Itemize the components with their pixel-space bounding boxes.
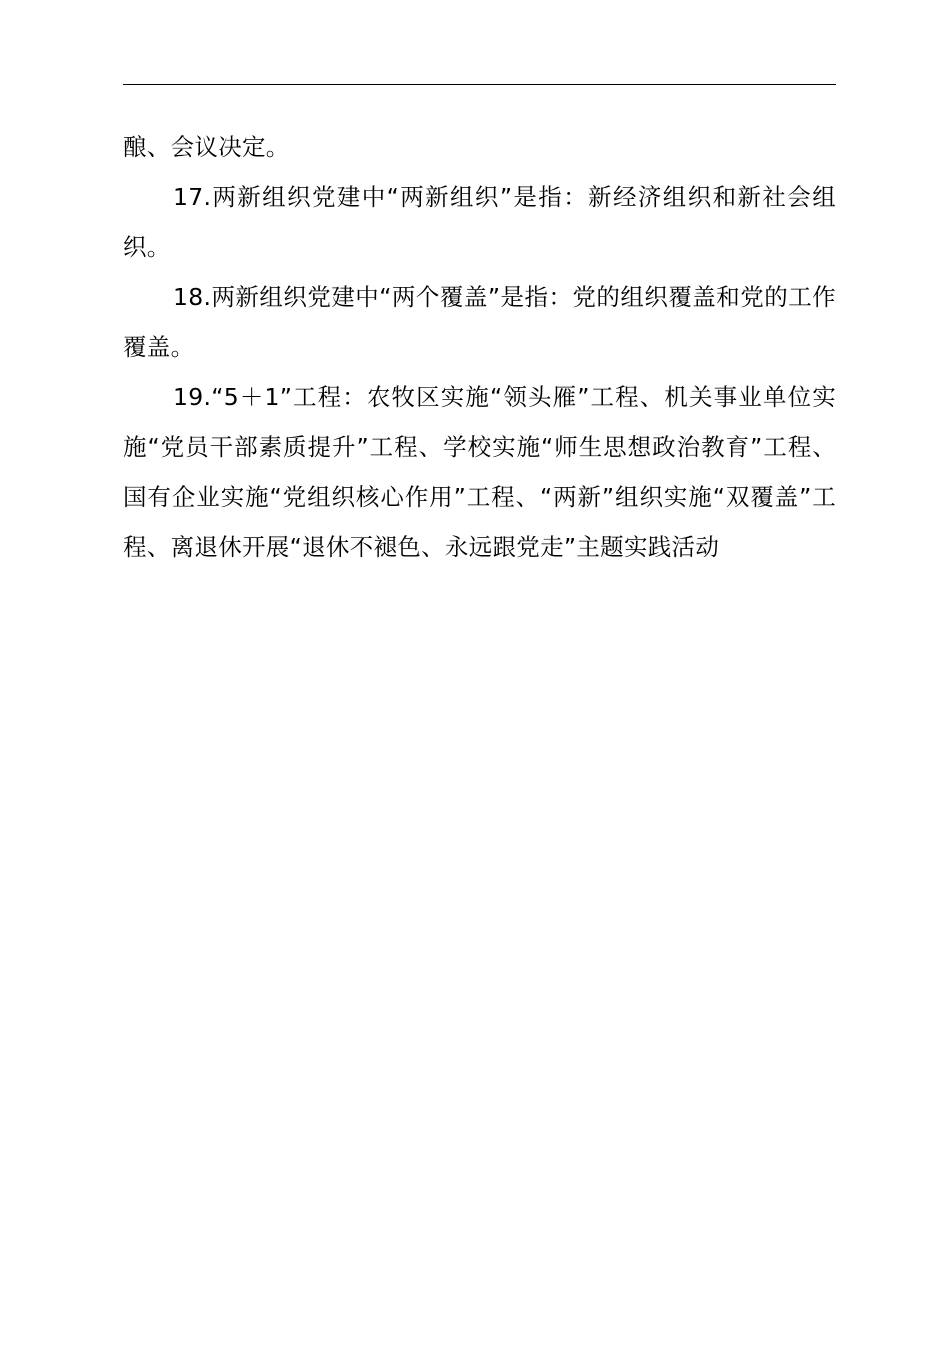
paragraph-item-18: 18.两新组织党建中“两个覆盖”是指：党的组织覆盖和党的工作覆盖。 [123,283,836,361]
paragraph-continuation: 酿、会议决定。 [123,133,290,161]
header-divider [123,84,836,85]
paragraph-item-19: 19.“5＋1”工程：农牧区实施“领头雁”工程、机关事业单位实施“党员干部素质提升”工程、学校实施“师生思想政治教育”工程、国有企业实施“党组织核心作用”工程、“两新”组织实施“双覆盖”工程、离退休开展“退休不褪色、永远跟党走”主题实践活动 [123,383,836,561]
paragraph-item-17: 17.两新组织党建中“两新组织”是指：新经济组织和新社会组织。 [123,183,836,261]
document-body [123,122,836,572]
